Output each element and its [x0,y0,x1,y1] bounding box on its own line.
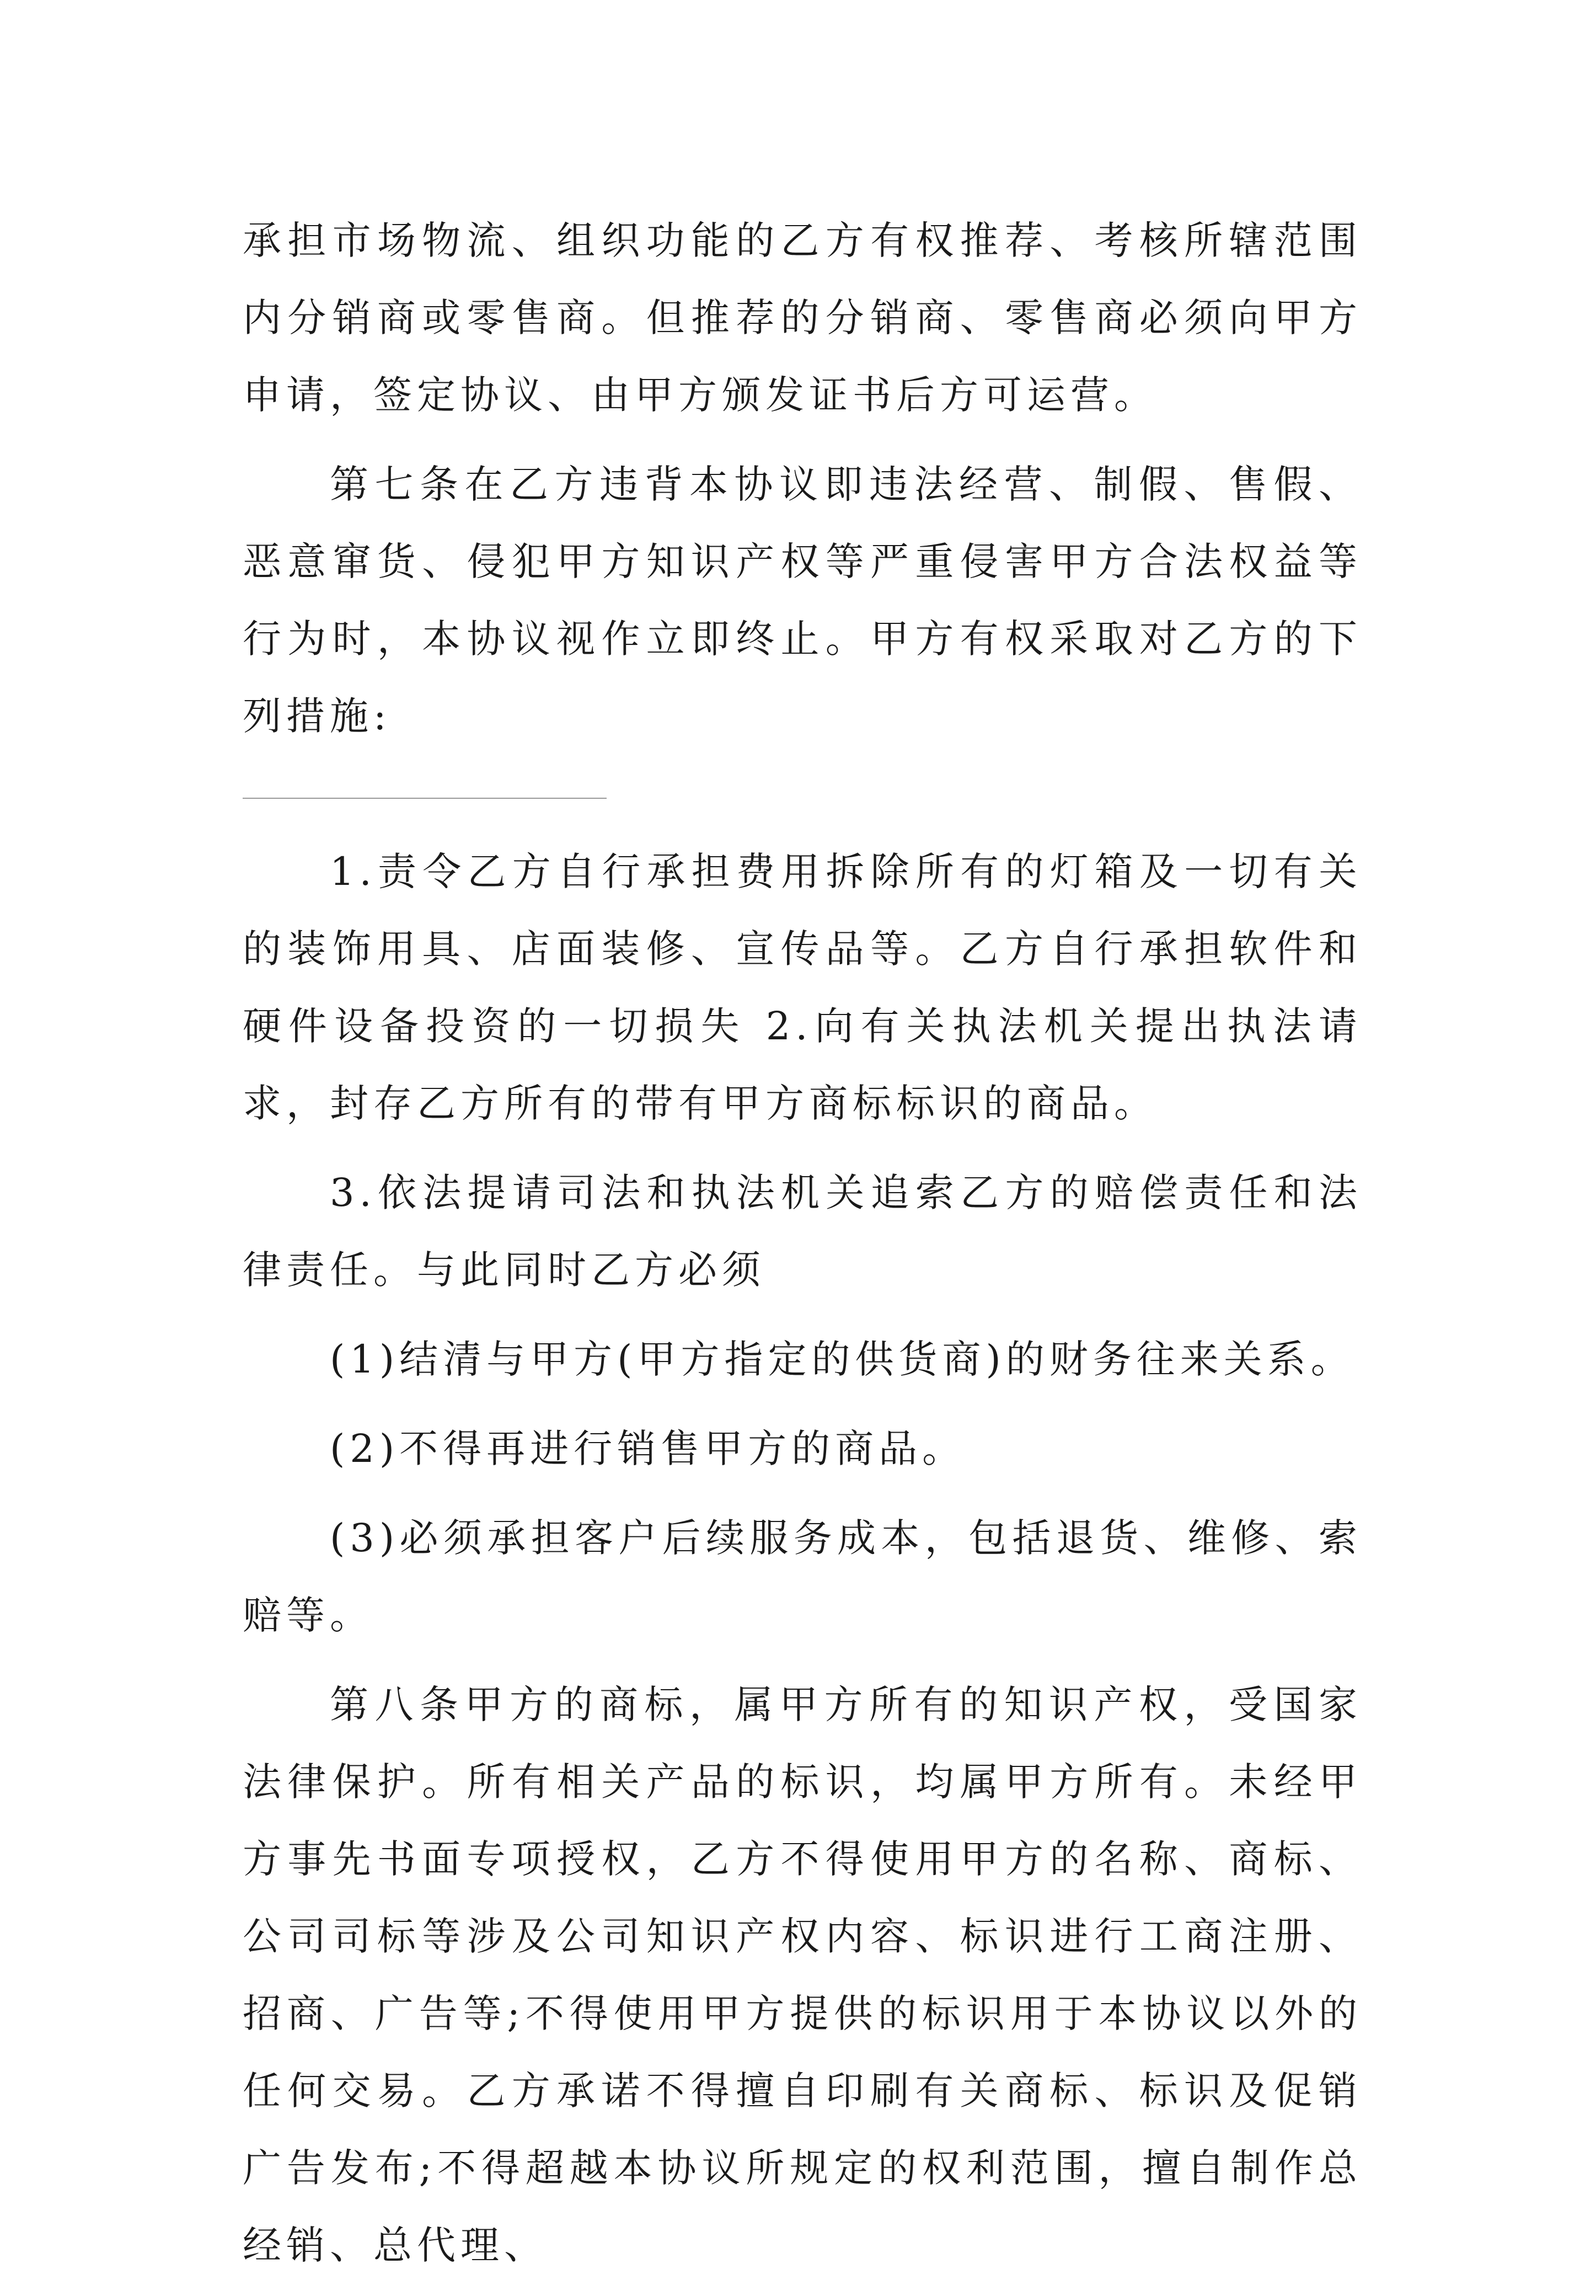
paragraph-article-eight: 第八条甲方的商标，属甲方所有的知识产权，受国家法律保护。所有相关产品的标识，均属甲方所有。未经甲方事先书面专项授权，乙方不得使用甲方的名称、商标、公司司标等涉及公司知识产权内容、标识进行工商注册、招商、广告等;不得使用甲方提供的标识用于本协议以外的任何交易。乙方承诺不得擅自印刷有关商标、标识及促销广告发布;不得超越本协议所规定的权利范围，擅自制作总经销、总代理、 [243,1682,1362,2268]
document-body [243,202,1362,2296]
paragraph-distributor-recommendation: 承担市场物流、组织功能的乙方有权推荐、考核所辖范围内分销商或零售商。但推荐的分销商、零售商必须向甲方申请，签定协议、由甲方颁发证书后方可运营。 [243,218,1362,418]
paragraph-measure-three: 3.依法提请司法和执法机关追索乙方的赔偿责任和法律责任。与此同时乙方必须 [243,1170,1362,1293]
paragraph-article-seven: 第七条在乙方违背本协议即违法经营、制假、售假、恶意窜货、侵犯甲方知识产权等严重侵害甲方合法权益等行为时，本协议视作立即终止。甲方有权采取对乙方的下列措施: [243,462,1362,739]
separator-line [243,798,607,799]
paragraph-obligation-three: (3)必须承担客户后续服务成本，包括退货、维修、索赔等。 [243,1515,1362,1638]
paragraph-obligation-one: (1)结清与甲方(甲方指定的供货商)的财务往来关系。 [330,1337,1354,1382]
paragraph-measure-one-two: 1.责令乙方自行承担费用拆除所有的灯箱及一切有关的装饰用具、店面装修、宣传品等。乙方自行承担软件和硬件设备投资的一切损失 2.向有关执法机关提出执法请求，封存乙方所有的带有甲方商标标识的商品。 [243,849,1362,1126]
paragraph-obligation-two: (2)不得再进行销售甲方的商品。 [330,1426,966,1471]
